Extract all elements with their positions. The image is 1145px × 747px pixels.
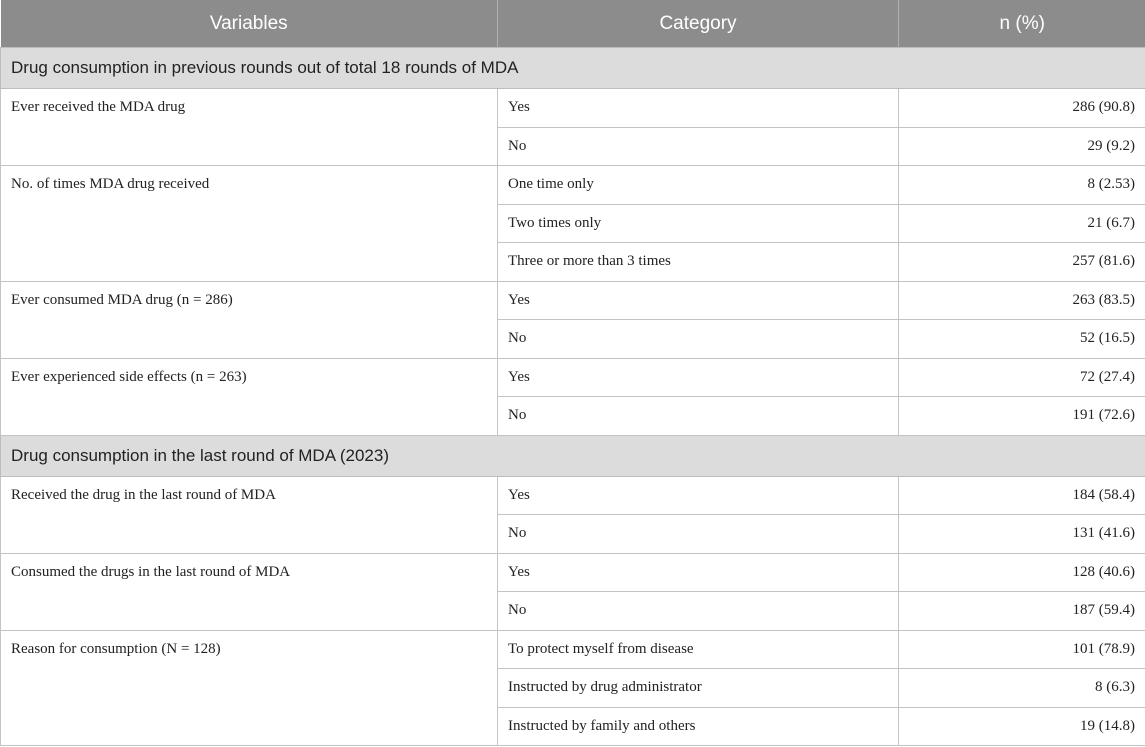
section-header-row [1, 435, 1145, 476]
category-cell: Three or more than 3 times [498, 243, 899, 282]
table-row [1, 281, 1145, 320]
category-cell: Yes [498, 476, 899, 515]
category-cell: Yes [498, 281, 899, 320]
category-cell: No [498, 127, 899, 166]
header-row [1, 0, 1145, 48]
value-cell: 21 (6.7) [899, 204, 1145, 243]
value-cell: 72 (27.4) [899, 358, 1145, 397]
value-cell: 8 (6.3) [899, 669, 1145, 708]
category-cell: No [498, 592, 899, 631]
category-cell: One time only [498, 166, 899, 205]
value-cell: 131 (41.6) [899, 515, 1145, 554]
value-cell: 19 (14.8) [899, 707, 1145, 746]
value-cell: 263 (83.5) [899, 281, 1145, 320]
section-header-row [1, 48, 1145, 89]
category-cell: Instructed by drug administrator [498, 669, 899, 708]
table-row [1, 630, 1145, 669]
category-cell: No [498, 397, 899, 436]
value-cell: 128 (40.6) [899, 553, 1145, 592]
variable-cell: Ever experienced side effects (n = 263) [1, 358, 498, 435]
table-header [1, 0, 1145, 48]
category-cell: No [498, 320, 899, 359]
header-category: Category [498, 0, 899, 48]
variable-cell: Ever consumed MDA drug (n = 286) [1, 281, 498, 358]
value-cell: 8 (2.53) [899, 166, 1145, 205]
section-title: Drug consumption in previous rounds out of total 18 rounds of MDA [1, 48, 1145, 89]
category-cell: No [498, 515, 899, 554]
table-row [1, 476, 1145, 515]
value-cell: 191 (72.6) [899, 397, 1145, 436]
value-cell: 257 (81.6) [899, 243, 1145, 282]
value-cell: 187 (59.4) [899, 592, 1145, 631]
table-row [1, 166, 1145, 205]
category-cell: Yes [498, 89, 899, 128]
header-variables: Variables [1, 0, 498, 48]
table-row [1, 358, 1145, 397]
variable-cell: Ever received the MDA drug [1, 89, 498, 166]
variable-cell: No. of times MDA drug received [1, 166, 498, 282]
table-row [1, 89, 1145, 128]
variable-cell: Received the drug in the last round of MDA [1, 476, 498, 553]
category-cell: Instructed by family and others [498, 707, 899, 746]
table-row [1, 553, 1145, 592]
category-cell: Yes [498, 553, 899, 592]
header-n-percent: n (%) [899, 0, 1145, 48]
variable-cell: Reason for consumption (N = 128) [1, 630, 498, 746]
table-body [1, 48, 1145, 746]
value-cell: 286 (90.8) [899, 89, 1145, 128]
category-cell: Yes [498, 358, 899, 397]
value-cell: 52 (16.5) [899, 320, 1145, 359]
variable-cell: Consumed the drugs in the last round of MDA [1, 553, 498, 630]
section-title: Drug consumption in the last round of MDA (2023) [1, 435, 1145, 476]
category-cell: Two times only [498, 204, 899, 243]
value-cell: 29 (9.2) [899, 127, 1145, 166]
value-cell: 101 (78.9) [899, 630, 1145, 669]
value-cell: 184 (58.4) [899, 476, 1145, 515]
category-cell: To protect myself from disease [498, 630, 899, 669]
